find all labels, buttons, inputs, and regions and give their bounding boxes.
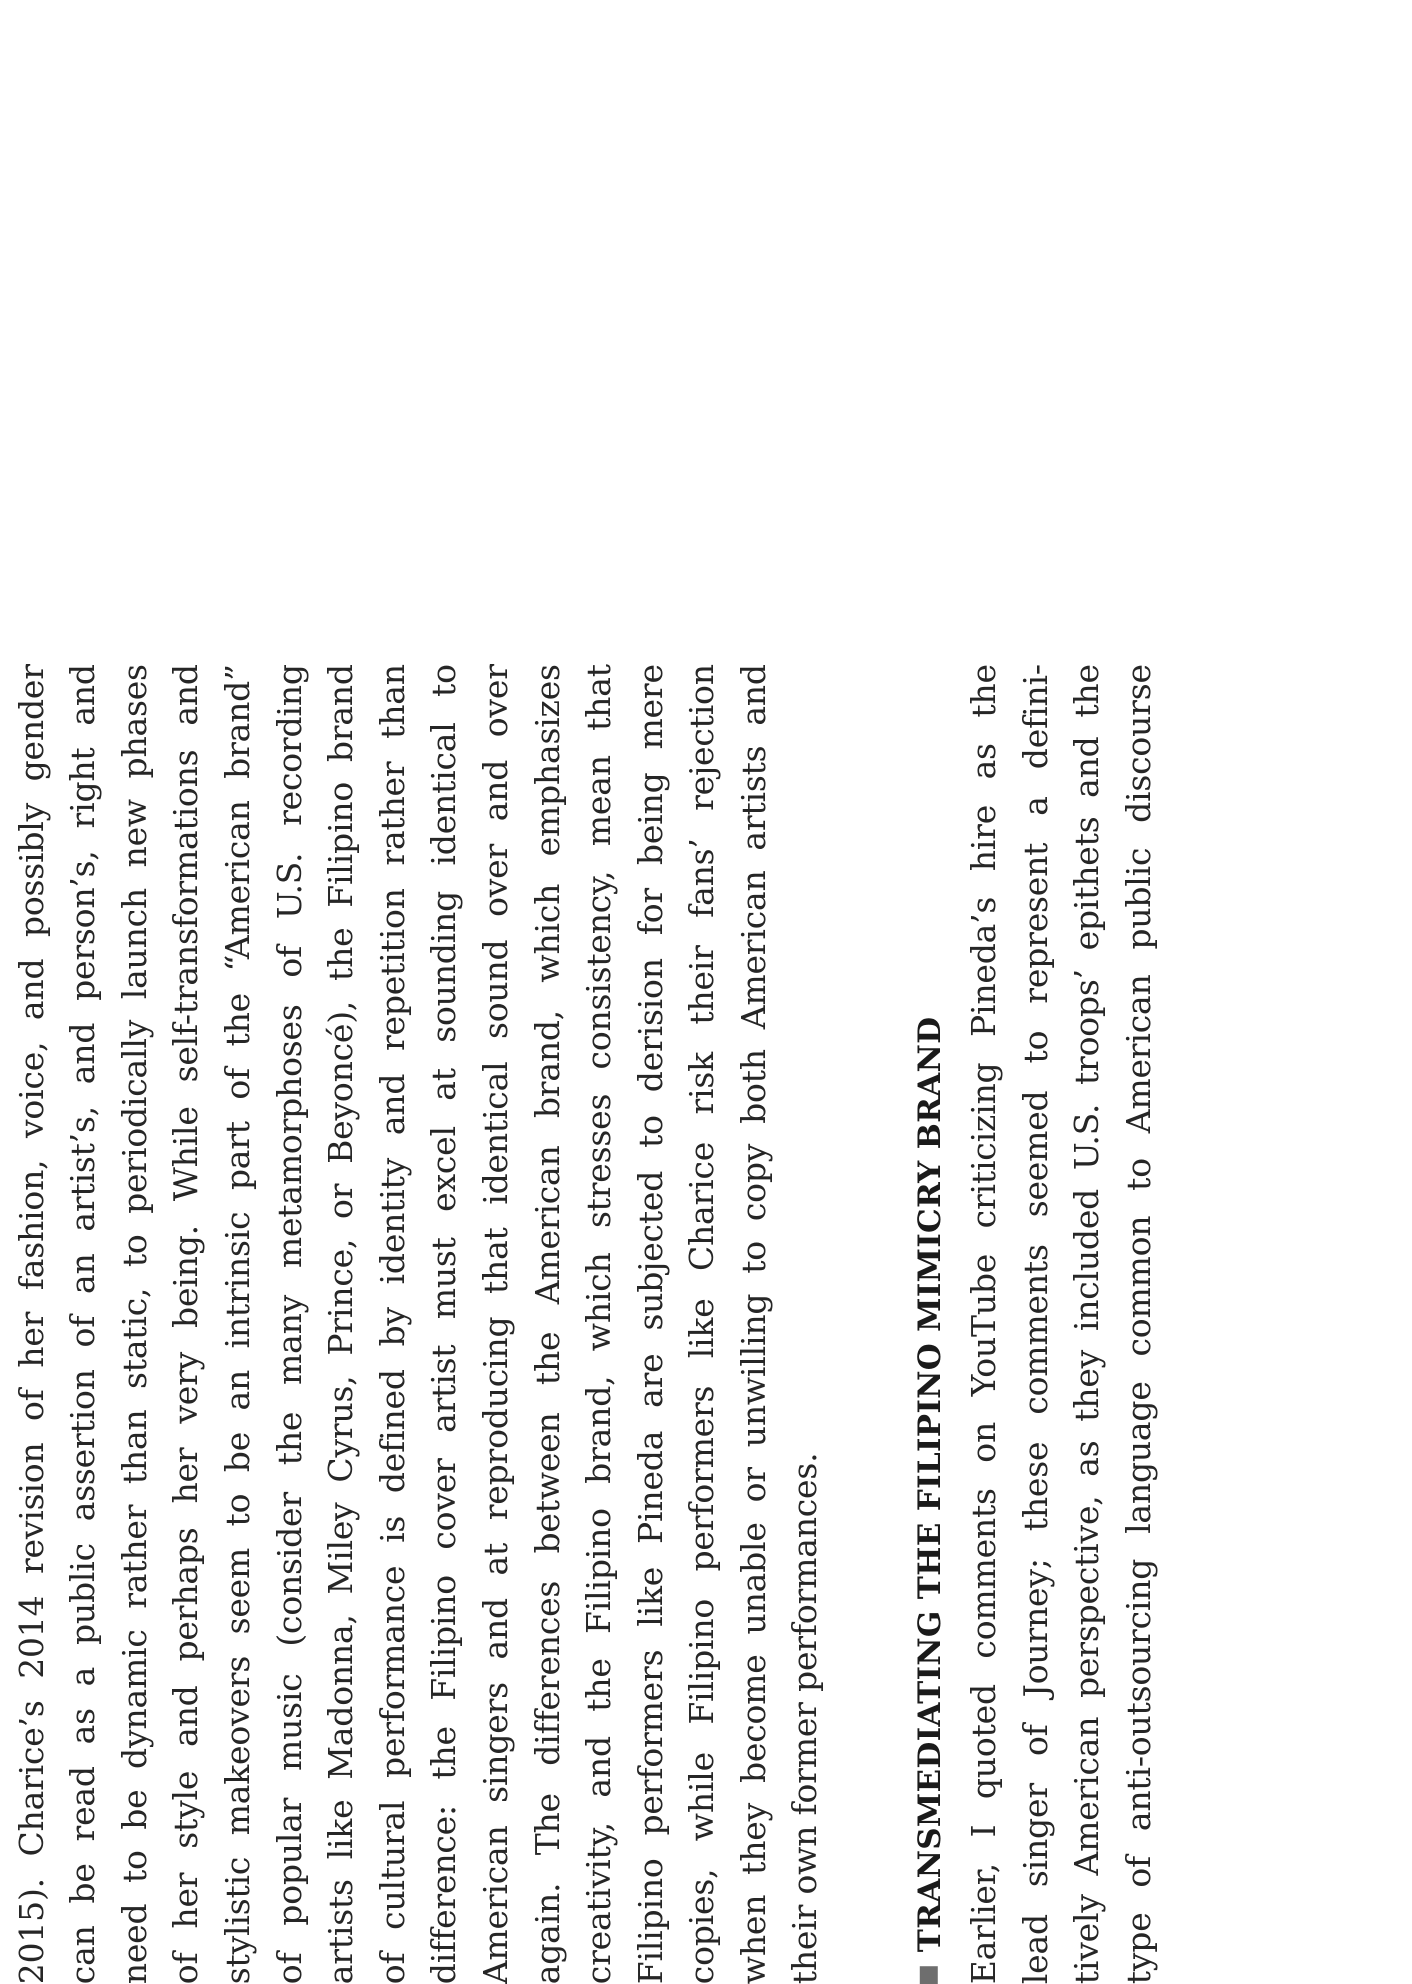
body-line: need to be dynamic rather than static, to periodically launch new phases [114,664,154,1984]
section-line: Earlier, I quoted comments on YouTube criticizing Pineda’s hire as the [963,664,1003,1984]
section-heading [903,664,958,1984]
body-line: artists like Madonna, Miley Cyrus, Prince, or Beyoncé), the Filipino brand [320,664,360,1984]
section-line: type of anti-outsourcing language common to American public discourse [1118,664,1158,1984]
body-line: Filipino performers like Pineda are subjected to derision for being mere [630,664,670,1984]
section-line: lead singer of Journey; these comments seemed to represent a defini- [1015,664,1055,1984]
body-line: can be read as a public assertion of an artist’s, and person’s, right and [62,664,102,1984]
body-line: when they become unable or unwilling to copy both American artists and [733,664,773,1984]
section-paragraph [958,664,1164,1984]
body-line: their own former performances. [785,1452,825,1984]
body-line: of her style and perhaps her very being. While self-transformations and [166,664,206,1984]
section-heading-text: TRANSMEDIATING THE FILIPINO MIMICRY BRAND [911,1016,948,1953]
body-line: of cultural performance is defined by identity and repetition rather than [372,664,412,1984]
body-paragraph [0,664,831,1984]
section-line: tively American perspective, as they included U.S. troops’ epithets and the [1067,664,1107,1984]
body-line: copies, while Filipino performers like Charice risk their fans’ rejection [682,664,722,1984]
body-line: creativity, and the Filipino brand, which stresses consistency, mean that [578,664,618,1984]
square-bullet-icon [919,1966,937,1984]
body-line: stylistic makeovers seem to be an intrinsic part of the “American brand” [217,664,257,1984]
body-line: difference: the Filipino cover artist must excel at sounding identical to [424,664,464,1984]
section-gap [831,664,903,1984]
body-line: again. The differences between the American brand, which emphasizes [527,664,567,1984]
body-line: 2015). Charice’s 2014 revision of her fashion, voice, and possibly gender [11,664,51,1984]
body-line [0,664,5,1984]
body-line: of popular music (consider the many metamorphoses of U.S. recording [269,664,309,1984]
rotated-text-block [0,664,1164,1984]
body-line: American singers and at reproducing that identical sound over and over [475,664,515,1984]
